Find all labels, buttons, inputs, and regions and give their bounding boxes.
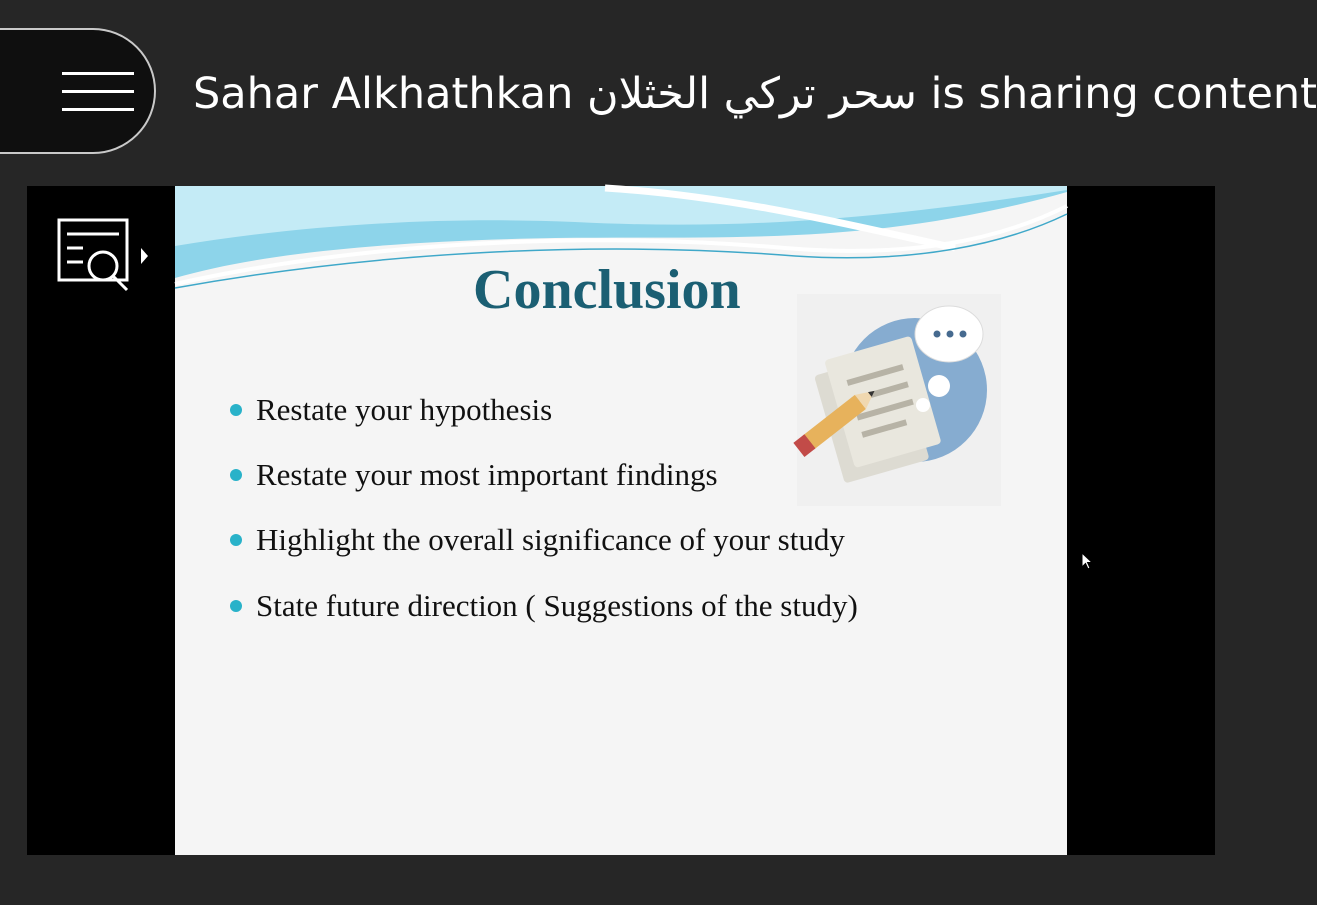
shared-content-stage bbox=[27, 186, 1215, 855]
content-view-icon[interactable] bbox=[57, 218, 153, 294]
presentation-slide bbox=[175, 186, 1067, 855]
menu-button[interactable] bbox=[0, 28, 156, 154]
bullet-item bbox=[230, 522, 845, 558]
bullet-text: Highlight the overall significance of your study bbox=[256, 522, 845, 557]
sharing-status-text: Sahar Alkhathkan سحر تركي الخثلان is sharing content bbox=[193, 69, 1317, 119]
slide-title: Conclusion bbox=[473, 259, 741, 321]
bullet-item bbox=[230, 457, 718, 493]
mouse-cursor-icon bbox=[1081, 552, 1093, 570]
bullet-item bbox=[230, 392, 552, 428]
bullet-item bbox=[230, 588, 858, 624]
bullet-text: State future direction ( Suggestions of the study) bbox=[256, 588, 858, 623]
bullet-text: Restate your most important findings bbox=[256, 457, 718, 492]
bullet-dot bbox=[230, 404, 242, 416]
bullet-dot bbox=[230, 600, 242, 612]
bullet-dot bbox=[230, 534, 242, 546]
document-pencil-speech-bubble-illustration bbox=[797, 294, 1001, 506]
bullet-text: Restate your hypothesis bbox=[256, 392, 553, 427]
bullet-dot bbox=[230, 469, 242, 481]
